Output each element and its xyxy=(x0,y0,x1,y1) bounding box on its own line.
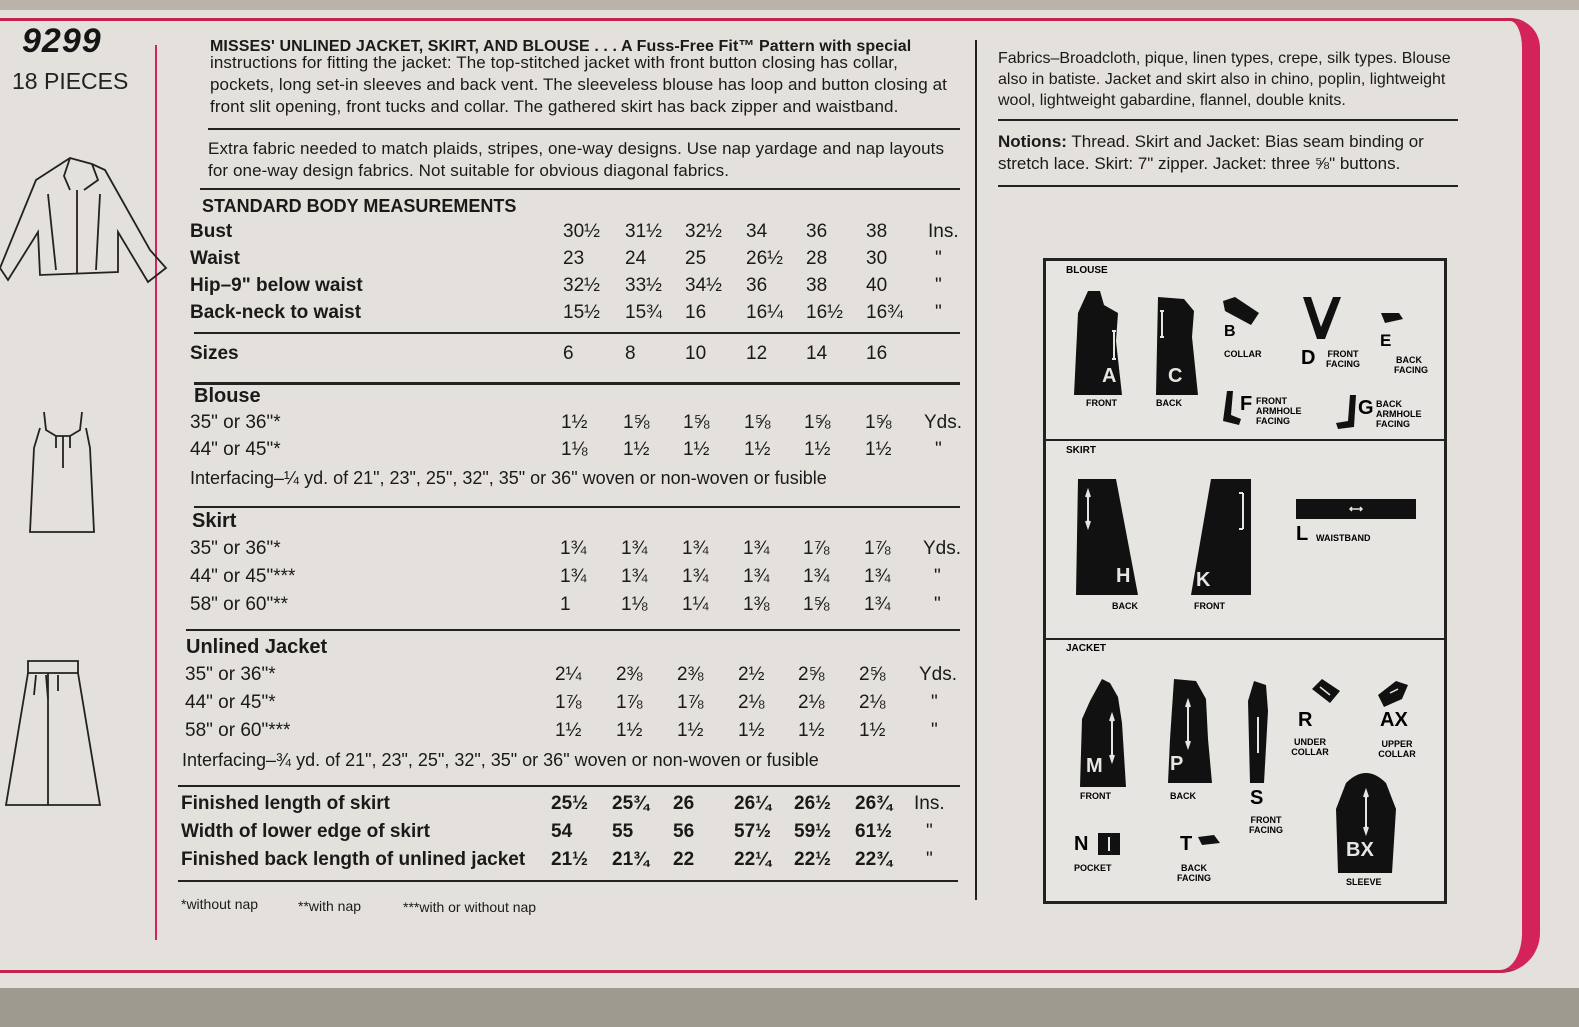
piece-label: UPPER COLLAR xyxy=(1378,739,1416,759)
column-divider xyxy=(975,40,977,900)
jacket-section xyxy=(1046,638,1444,640)
pattern-pieces-diagram xyxy=(1043,258,1447,904)
piece-letter: N xyxy=(1074,833,1089,855)
piece-label: BACK FACING xyxy=(1394,355,1429,375)
piece-blouse-front xyxy=(1074,291,1124,397)
piece-letter: M xyxy=(1086,755,1103,777)
piece-label: FRONT xyxy=(1086,398,1117,408)
blouse-heading: Blouse xyxy=(194,385,261,407)
piece-letter: F xyxy=(1240,393,1253,415)
pattern-title: MISSES' UNLINED JACKET, SKIRT, AND BLOUSE . . . A Fuss-Free Fit™ Pattern with special xyxy=(210,38,912,55)
divider xyxy=(194,506,960,508)
piece-letter: AX xyxy=(1380,709,1408,731)
piece-blouse-back-facing xyxy=(1381,311,1405,325)
piece-label: BACK ARMHOLE FACING xyxy=(1376,399,1422,429)
piece-label: BACK xyxy=(1112,601,1138,611)
piece-letter: T xyxy=(1180,833,1193,855)
piece-label: BACK xyxy=(1170,791,1196,801)
footnote-with-or-without-nap: ***with or without nap xyxy=(403,899,537,915)
blouse-interfacing: Interfacing–¼ yd. of 21", 23", 25", 32", 35" or 36" woven or non-woven or fusible xyxy=(190,468,827,488)
divider xyxy=(178,785,960,787)
notions-block xyxy=(998,131,1468,175)
piece-label: BACK FACING xyxy=(1176,863,1211,883)
piece-letter: D xyxy=(1301,347,1316,369)
blouse-pieces-title: BLOUSE xyxy=(1066,265,1108,276)
skirt-section xyxy=(1046,439,1444,441)
piece-letter: A xyxy=(1102,365,1117,387)
piece-letter: E xyxy=(1380,331,1392,350)
skirt-pieces-title: SKIRT xyxy=(1066,445,1096,456)
piece-letter: P xyxy=(1170,753,1184,775)
pieces-count: 18 PIECES xyxy=(12,68,129,94)
skirt-sketch xyxy=(0,655,110,810)
piece-label: FRONT xyxy=(1194,601,1225,611)
piece-jacket-front-facing xyxy=(1246,681,1274,785)
piece-jacket-pocket xyxy=(1098,833,1120,855)
pattern-number: 9299 xyxy=(22,22,102,60)
fabrics-text: Fabrics–Broadcloth, pique, linen types, crepe, silk types. Blouse also in batiste. Jacket and skirt also in chino, poplin, lightweight wool, lightweight gabardine, flannel, double knits. xyxy=(998,50,1451,109)
piece-letter: K xyxy=(1196,569,1211,591)
desc-line-1: instructions for fitting the jacket: The top-stitched jacket with front button closing has collar, xyxy=(210,53,898,72)
jacket-heading: Unlined Jacket xyxy=(186,636,328,658)
piece-label: FRONT xyxy=(1080,791,1111,801)
divider xyxy=(194,382,960,385)
piece-letter: R xyxy=(1298,709,1313,731)
piece-label: POCKET xyxy=(1074,863,1112,873)
notions-label: Notions: xyxy=(998,132,1067,151)
piece-letter: G xyxy=(1358,397,1374,419)
divider xyxy=(998,185,1458,187)
piece-label: FRONT ARMHOLE FACING xyxy=(1256,396,1302,426)
piece-letter: B xyxy=(1224,323,1236,340)
piece-jacket-upper-collar xyxy=(1376,679,1412,709)
piece-jacket-under-collar xyxy=(1308,679,1340,705)
divider xyxy=(998,119,1458,121)
body-measurements-heading: STANDARD BODY MEASUREMENTS xyxy=(202,196,517,216)
divider xyxy=(186,629,960,631)
jacket-pieces-title: JACKET xyxy=(1066,643,1107,654)
divider xyxy=(194,332,960,334)
measurements-table: STANDARD BODY MEASUREMENTS Bust 30½ 31½ 32½ 34 36 38 Ins. Waist 23 24 25 26½ 28 30 " Hip–9" below waist 32½ 33½ 34½ 36 38 40 " Back-neck to waist 15½ 15¾ 16 16¼ 16½ 16¾ " Sizes 6 8 10 12 14 16 Blouse 35" or 36"* 1½ 1⅝ 1⅝ 1⅝ 1⅝ 1⅝ Yds. 44" or 45"* 1⅛ 1½ 1½ 1½ 1½ 1½ " Interfacing–¼ yd. of 21", 23", 25", 32", 35" or 36" woven or non-woven or fusible Skirt 35" or 36"* 1¾ 1¾ 1¾ 1¾ 1⅞ 1⅞ Yds. 44" or 45"*** 1¾ 1¾ 1¾ 1¾ 1¾ 1¾ " 58" or 60"** 1 1⅛ 1¼ 1⅜ 1⅝ 1¾ " Unlined Jacket 35" or 36"* 2¼ 2⅜ 2⅜ 2½ 2⅝ 2⅝ Yds. 44" or 45"* 1⅞ 1⅞ 1⅞ 2⅛ 2⅛ 2⅛ " 58" or 60"*** 1½ 1½ 1½ 1½ 1½ 1½ " Interfacing–¾ yd. of 21", 23", 25", 32", 35" or 36" woven or non-woven or fusible Finished length of skirt 25½ 25¾ 26 26¼ 26½ 26¾ Ins. Width of lower edge of skirt 54 55 56 57½ 59½ 61½ " Finished back length of unlined jacket 21½ 21¾ 22 22¼ 22½ 22¾ " *without nap **with nap ***with or without nap xyxy=(190,0,960,1000)
piece-label: COLLAR xyxy=(1224,349,1262,359)
piece-label: BACK xyxy=(1156,398,1182,408)
extra-line-1: Extra fabric needed to match plaids, stripes, one-way designs. Use nap yardage and nap layouts xyxy=(208,139,945,158)
piece-letter: L xyxy=(1296,523,1309,545)
piece-blouse-back-armhole-facing xyxy=(1336,395,1358,431)
piece-letter: C xyxy=(1168,365,1183,387)
piece-label: UNDER COLLAR xyxy=(1291,737,1329,757)
piece-label: FRONT FACING xyxy=(1325,349,1360,369)
piece-label: FRONT FACING xyxy=(1248,815,1283,835)
divider xyxy=(178,880,958,882)
footnote-without-nap: *without nap xyxy=(181,896,259,912)
footnote-with-nap: **with nap xyxy=(298,898,362,914)
piece-letter: BX xyxy=(1346,839,1374,861)
piece-blouse-front-armhole-facing xyxy=(1221,391,1241,425)
fabrics-notions xyxy=(998,48,1468,187)
piece-blouse-front-facing xyxy=(1301,297,1343,341)
blouse-sketch xyxy=(26,408,100,538)
piece-label: SLEEVE xyxy=(1346,877,1382,887)
jacket-sketch xyxy=(0,150,175,285)
piece-label: WAISTBAND xyxy=(1316,533,1371,543)
piece-letter: H xyxy=(1116,565,1131,587)
desc-line-3: front slit opening, front tucks and collar. The gathered skirt has back zipper and waistband. xyxy=(210,97,899,116)
desc-line-2: pockets, long set-in sleeves and back vent. The sleeveless blouse has loop and button closing at xyxy=(210,75,947,94)
piece-jacket-back-facing xyxy=(1198,835,1220,847)
extra-line-2: for one-way design fabrics. Not suitable for obvious diagonal fabrics. xyxy=(208,161,730,180)
piece-letter: S xyxy=(1250,787,1264,809)
skirt-heading: Skirt xyxy=(192,510,237,532)
piece-skirt-waistband xyxy=(1296,499,1416,519)
jacket-interfacing: Interfacing–¾ yd. of 21", 23", 25", 32", 35" or 36" woven or non-woven or fusible xyxy=(182,750,819,770)
notions-text: Thread. Skirt and Jacket: Bias seam binding or stretch lace. Skirt: 7" zipper. Jacket: three ⅝" buttons. xyxy=(998,132,1424,173)
